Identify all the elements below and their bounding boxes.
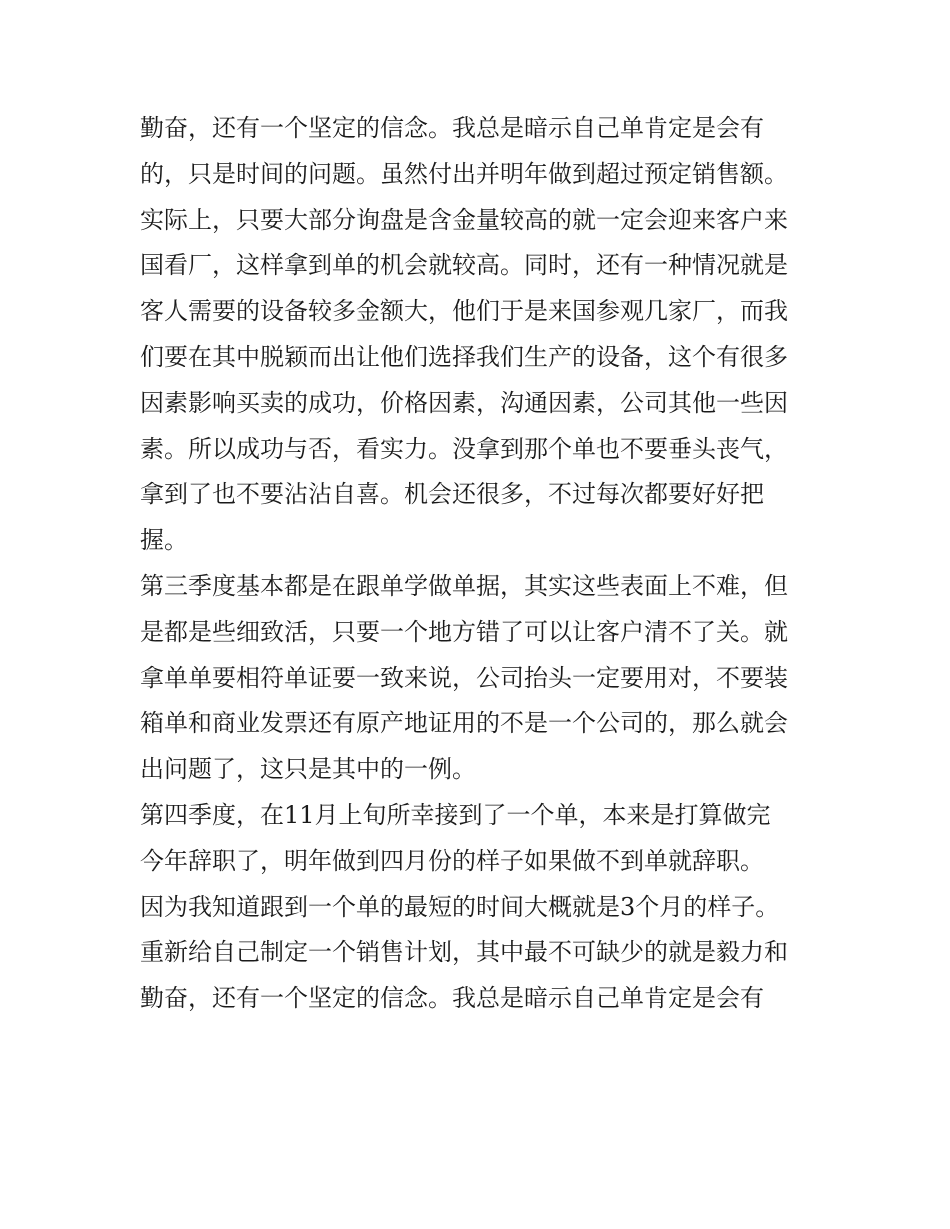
text-line: 实际上，只要大部分询盘是含金量较高的就一定会迎来客户来 bbox=[140, 205, 788, 234]
text-line: 出问题了，这只是其中的一例。 bbox=[140, 755, 476, 784]
text-line: 因为我知道跟到一个单的最短的时间大概就是3个月的样子。 bbox=[140, 892, 780, 921]
document-body bbox=[140, 106, 830, 1022]
text-line: 勤奋，还有一个坚定的信念。我总是暗示自己单肯定是会有 bbox=[140, 984, 764, 1013]
text-line: 第四季度，在11月上旬所幸接到了一个单，本来是打算做完 bbox=[140, 800, 771, 829]
text-line: 拿到了也不要沾沾自喜。机会还很多，不过每次都要好好把 bbox=[140, 480, 764, 509]
text-line: 是都是些细致活，只要一个地方错了可以让客户清不了关。就 bbox=[140, 617, 788, 646]
text-line: 因素影响买卖的成功，价格因素，沟通因素，公司其他一些因 bbox=[140, 388, 788, 417]
text-line: 箱单和商业发票还有原产地证用的不是一个公司的，那么就会 bbox=[140, 709, 788, 738]
text-line: 握。 bbox=[140, 526, 188, 555]
text-line: 素。所以成功与否，看实力。没拿到那个单也不要垂头丧气， bbox=[140, 434, 788, 463]
text-line: 们要在其中脱颖而出让他们选择我们生产的设备，这个有很多 bbox=[140, 342, 788, 371]
text-line: 客人需要的设备较多金额大，他们于是来国参观几家厂，而我 bbox=[140, 297, 788, 326]
text-line: 勤奋，还有一个坚定的信念。我总是暗示自己单肯定是会有 bbox=[140, 114, 764, 142]
text-line: 的，只是时间的问题。虽然付出并明年做到超过预定销售额。 bbox=[140, 159, 788, 188]
text-line: 拿单单要相符单证要一致来说，公司抬头一定要用对，不要装 bbox=[140, 663, 788, 692]
text-line: 第三季度基本都是在跟单学做单据，其实这些表面上不难，但 bbox=[140, 571, 788, 600]
text-line: 国看厂，这样拿到单的机会就较高。同时，还有一种情况就是 bbox=[140, 251, 788, 280]
text-line: 重新给自己制定一个销售计划，其中最不可缺少的就是毅力和 bbox=[140, 938, 788, 967]
text-line: 今年辞职了，明年做到四月份的样子如果做不到单就辞职。 bbox=[140, 846, 764, 875]
